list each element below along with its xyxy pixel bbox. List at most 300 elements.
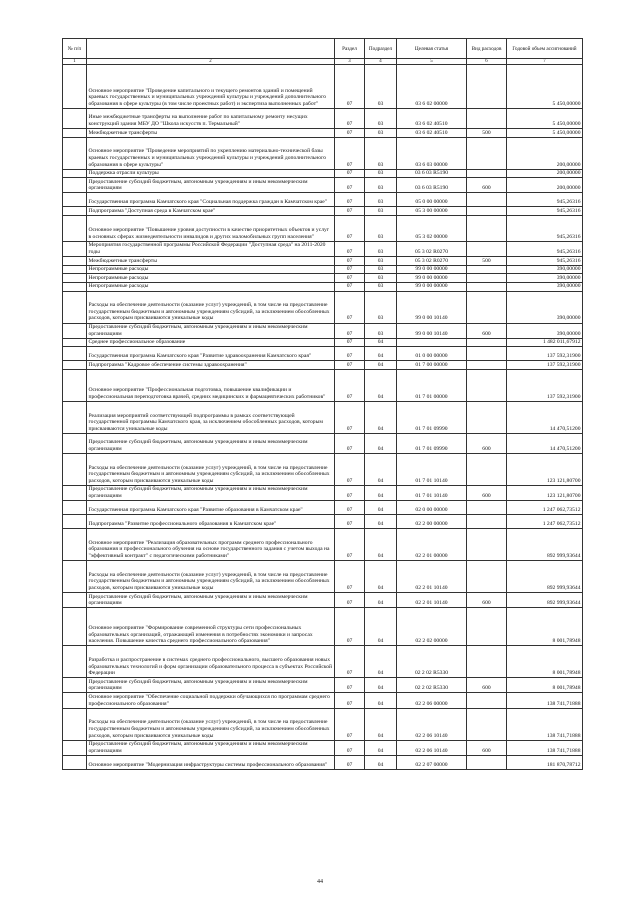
- cell-exptype: [467, 215, 507, 241]
- cell-exptype: [467, 361, 507, 370]
- cell-subsection: 03: [365, 291, 397, 323]
- table-row: [63, 433, 583, 453]
- column-number: 2: [87, 59, 335, 65]
- cell-num: [63, 740, 87, 755]
- cell-subsection: 04: [365, 361, 397, 370]
- cell-section: 07: [335, 65, 365, 109]
- cell-num: [63, 708, 87, 740]
- cell-section: 07: [335, 257, 365, 266]
- cell-name: Непрограммные расходы: [87, 265, 335, 274]
- table-row: [63, 347, 583, 361]
- cell-section: 07: [335, 561, 365, 593]
- cell-subsection: 04: [365, 529, 397, 561]
- cell-num: [63, 561, 87, 593]
- cell-target: 02 2 01 10140: [397, 593, 467, 608]
- cell-subsection: 04: [365, 453, 397, 485]
- cell-subsection: 03: [365, 109, 397, 129]
- cell-section: 07: [335, 193, 365, 207]
- cell-target: 02 2 02 R5330: [397, 678, 467, 693]
- table-row: [63, 65, 583, 109]
- cell-amount: 5 450,00000: [507, 129, 583, 138]
- cell-exptype: [467, 453, 507, 485]
- cell-num: [63, 485, 87, 500]
- cell-exptype: [467, 137, 507, 169]
- cell-exptype: 500: [467, 129, 507, 138]
- cell-exptype: [467, 207, 507, 216]
- cell-num: [63, 693, 87, 708]
- cell-name: Межбюджетные трансферты: [87, 129, 335, 138]
- cell-num: [63, 323, 87, 338]
- cell-name: Разработка и распространение в системах среднего профессионального, высшего образования новых образовательных технологий и форм организации образовательного процесса в субъектах Российской Федерации: [87, 646, 335, 678]
- cell-subsection: 04: [365, 593, 397, 608]
- table-row: [63, 207, 583, 216]
- header-section: Раздел: [335, 39, 365, 59]
- cell-name: Основное мероприятие "Проведение мероприятий по укреплению материально-технической базы краевых государственных и муниципальных учреждений культуры и учреждений дополнительного образования в сфере культуры": [87, 137, 335, 169]
- cell-section: 07: [335, 369, 365, 401]
- table-row: [63, 265, 583, 274]
- cell-target: 01 0 00 00000: [397, 347, 467, 361]
- cell-exptype: 600: [467, 323, 507, 338]
- table-row: [63, 485, 583, 500]
- cell-exptype: [467, 401, 507, 433]
- cell-section: 07: [335, 291, 365, 323]
- cell-exptype: [467, 369, 507, 401]
- cell-subsection: 03: [365, 65, 397, 109]
- cell-subsection: 03: [365, 178, 397, 193]
- cell-name: Межбюджетные трансферты: [87, 257, 335, 266]
- cell-num: [63, 593, 87, 608]
- cell-target: 02 2 07 00000: [397, 755, 467, 769]
- table-row: [63, 338, 583, 347]
- cell-section: 07: [335, 693, 365, 708]
- cell-num: [63, 109, 87, 129]
- cell-subsection: 04: [365, 369, 397, 401]
- cell-name: Расходы на обеспечение деятельности (оказание услуг) учреждений, в том числе на предоставление государственным бюджетным и автономным учреждениям субсидий, за исключением обособленных расходов, которым присваиваются уникальные коды: [87, 561, 335, 593]
- cell-num: [63, 274, 87, 283]
- cell-section: 07: [335, 338, 365, 347]
- cell-subsection: 03: [365, 193, 397, 207]
- cell-amount: 138 741,71888: [507, 740, 583, 755]
- cell-exptype: [467, 65, 507, 109]
- cell-subsection: 04: [365, 708, 397, 740]
- cell-section: 07: [335, 485, 365, 500]
- cell-target: 01 7 01 00000: [397, 369, 467, 401]
- cell-subsection: 04: [365, 347, 397, 361]
- cell-name: Мероприятия государственной программы Российской Федерации "Доступная среда" на 2011-2020 годы: [87, 241, 335, 256]
- cell-target: 05 3 02 R0270: [397, 241, 467, 256]
- cell-subsection: 04: [365, 693, 397, 708]
- cell-subsection: 04: [365, 561, 397, 593]
- cell-section: 07: [335, 207, 365, 216]
- column-number: 6: [467, 59, 507, 65]
- cell-num: [63, 361, 87, 370]
- header-subsection: Подраздел: [365, 39, 397, 59]
- column-number: 3: [335, 59, 365, 65]
- column-number: 5: [397, 59, 467, 65]
- cell-name: Расходы на обеспечение деятельности (оказание услуг) учреждений, в том числе на предоставление государственным бюджетным и автономным учреждениям субсидий, за исключением обособленных расходов, которым присваиваются уникальные коды: [87, 291, 335, 323]
- cell-section: 07: [335, 529, 365, 561]
- cell-section: 07: [335, 755, 365, 769]
- cell-target: 01 7 01 10140: [397, 485, 467, 500]
- cell-subsection: 03: [365, 129, 397, 138]
- cell-subsection: 04: [365, 755, 397, 769]
- cell-amount: 390,00000: [507, 282, 583, 291]
- cell-amount: 8 001,78948: [507, 646, 583, 678]
- cell-amount: 945,26316: [507, 207, 583, 216]
- cell-section: 07: [335, 241, 365, 256]
- cell-section: 07: [335, 646, 365, 678]
- cell-amount: 390,00000: [507, 291, 583, 323]
- cell-name: Предоставление субсидий бюджетным, автономным учреждениям и иным некоммерческим организациям: [87, 593, 335, 608]
- cell-section: 07: [335, 361, 365, 370]
- cell-exptype: [467, 646, 507, 678]
- cell-amount: 5 450,00000: [507, 109, 583, 129]
- column-number: 1: [63, 59, 87, 65]
- cell-amount: 1 482 011,67912: [507, 338, 583, 347]
- table-row: [63, 501, 583, 515]
- table-row: [63, 515, 583, 529]
- cell-subsection: 03: [365, 137, 397, 169]
- cell-section: 07: [335, 265, 365, 274]
- cell-section: 07: [335, 453, 365, 485]
- cell-amount: 892 999,93644: [507, 529, 583, 561]
- document-page: [62, 38, 582, 770]
- cell-subsection: 03: [365, 215, 397, 241]
- cell-name: Предоставление субсидий бюджетным, автономным учреждениям и иным некоммерческим организациям: [87, 485, 335, 500]
- cell-name: Иные межбюджетные трансферты на выполнение работ по капитальному ремонту несущих конструкций здания МБУ ДО "Школа искусств п. Термальный": [87, 109, 335, 129]
- table-row: [63, 257, 583, 266]
- header-num: № п/п: [63, 39, 87, 59]
- cell-num: [63, 401, 87, 433]
- cell-num: [63, 347, 87, 361]
- table-row: [63, 129, 583, 138]
- table-row: [63, 193, 583, 207]
- cell-num: [63, 129, 87, 138]
- cell-name: Государственная программа Камчатского края "Социальная поддержка граждан в Камчатском крае": [87, 193, 335, 207]
- cell-subsection: 04: [365, 740, 397, 755]
- table-row: [63, 708, 583, 740]
- cell-num: [63, 433, 87, 453]
- column-number: 7: [507, 59, 583, 65]
- cell-amount: 945,26316: [507, 215, 583, 241]
- cell-amount: 945,26316: [507, 257, 583, 266]
- cell-subsection: 03: [365, 265, 397, 274]
- cell-amount: 200,00000: [507, 169, 583, 178]
- cell-num: [63, 608, 87, 646]
- cell-amount: 945,26316: [507, 241, 583, 256]
- cell-target: 05 3 02 00000: [397, 215, 467, 241]
- table-row: [63, 755, 583, 769]
- cell-section: 07: [335, 169, 365, 178]
- table-row: [63, 593, 583, 608]
- cell-name: Основное мероприятие "Реализация образовательных программ среднего профессионального образования и профессионального обучения на основе государственного задания с учетом выхода на "эффективный контракт" с педагогическими работниками": [87, 529, 335, 561]
- cell-amount: 1 247 062,73512: [507, 515, 583, 529]
- cell-subsection: 04: [365, 646, 397, 678]
- cell-num: [63, 453, 87, 485]
- cell-name: Среднее профессиональное образование: [87, 338, 335, 347]
- table-row: [63, 740, 583, 755]
- cell-name: Расходы на обеспечение деятельности (оказание услуг) учреждений, в том числе на предоставление государственным бюджетным и автономным учреждениям субсидий, за исключением обособленных расходов, которым присваиваются уникальные коды: [87, 708, 335, 740]
- cell-name: Основное мероприятие "Модернизация инфраструктуры системы профессионального образования": [87, 755, 335, 769]
- cell-subsection: 04: [365, 515, 397, 529]
- cell-target: 02 0 00 00000: [397, 501, 467, 515]
- cell-target: 02 2 06 00000: [397, 693, 467, 708]
- cell-exptype: [467, 708, 507, 740]
- cell-num: [63, 282, 87, 291]
- cell-amount: 892 999,93644: [507, 593, 583, 608]
- cell-subsection: 03: [365, 323, 397, 338]
- table-row: [63, 215, 583, 241]
- cell-target: 05 3 02 R0270: [397, 257, 467, 266]
- cell-exptype: 600: [467, 593, 507, 608]
- cell-num: [63, 169, 87, 178]
- cell-subsection: 03: [365, 169, 397, 178]
- column-number: 4: [365, 59, 397, 65]
- table-row: [63, 608, 583, 646]
- cell-num: [63, 178, 87, 193]
- header-target: Целевая статья: [397, 39, 467, 59]
- table-row: [63, 361, 583, 370]
- cell-amount: 123 121,80700: [507, 453, 583, 485]
- cell-amount: 14 470,51200: [507, 401, 583, 433]
- cell-section: 07: [335, 433, 365, 453]
- cell-name: Основное мероприятие "Формирование современной структуры сети профессиональных образовательных организаций, отражающей изменения в потребностях экономики и запросах населения. Повышение качества среднего профессионального образования": [87, 608, 335, 646]
- cell-amount: 200,00000: [507, 178, 583, 193]
- cell-amount: 123 121,80700: [507, 485, 583, 500]
- cell-target: 99 0 00 00000: [397, 265, 467, 274]
- cell-section: 07: [335, 323, 365, 338]
- cell-name: Основное мероприятие "Повышение уровня доступности в качестве приоритетных объектов и услуг в основных сферах жизнедеятельности инвалидов и других маломобильных групп населения": [87, 215, 335, 241]
- cell-subsection: 03: [365, 207, 397, 216]
- cell-exptype: [467, 501, 507, 515]
- cell-name: Реализация мероприятий соответствующей подпрограммы в рамках соответствующей государственной программы Камчатского края, за исключением обособленных расходов, которым присваиваются уникальные коды: [87, 401, 335, 433]
- cell-name: Основное мероприятие "Профессиональная подготовка, повышение квалификации и профессиональная переподготовка врачей, средних медицинских и фармацевтических работников": [87, 369, 335, 401]
- cell-target: 99 0 00 00000: [397, 282, 467, 291]
- header-name: [87, 39, 335, 59]
- cell-exptype: 600: [467, 740, 507, 755]
- cell-target: 01 7 01 10140: [397, 453, 467, 485]
- table-row: [63, 678, 583, 693]
- cell-subsection: 04: [365, 501, 397, 515]
- cell-target: 02 2 01 00000: [397, 529, 467, 561]
- cell-target: 03 6 03 R5190: [397, 178, 467, 193]
- cell-amount: 138 741,71888: [507, 693, 583, 708]
- table-row: [63, 529, 583, 561]
- table-row: [63, 169, 583, 178]
- cell-num: [63, 215, 87, 241]
- table-row: [63, 291, 583, 323]
- table-row: [63, 241, 583, 256]
- cell-num: [63, 137, 87, 169]
- cell-amount: 5 450,00000: [507, 65, 583, 109]
- table-row: [63, 693, 583, 708]
- header-row: [63, 39, 583, 59]
- cell-amount: 200,00000: [507, 137, 583, 169]
- cell-num: [63, 65, 87, 109]
- cell-target: 05 3 00 00000: [397, 207, 467, 216]
- cell-name: Государственная программа Камчатского края "Развитие образования в Камчатском крае": [87, 501, 335, 515]
- table-row: [63, 137, 583, 169]
- cell-exptype: [467, 515, 507, 529]
- cell-section: 07: [335, 129, 365, 138]
- cell-amount: 390,00000: [507, 323, 583, 338]
- cell-name: Непрограммные расходы: [87, 282, 335, 291]
- cell-exptype: 600: [467, 178, 507, 193]
- cell-section: 07: [335, 608, 365, 646]
- cell-num: [63, 338, 87, 347]
- cell-amount: 181 870,78712: [507, 755, 583, 769]
- cell-exptype: [467, 282, 507, 291]
- cell-target: 01 7 01 09990: [397, 433, 467, 453]
- cell-section: 07: [335, 501, 365, 515]
- cell-exptype: 600: [467, 485, 507, 500]
- cell-amount: 892 999,93644: [507, 561, 583, 593]
- table-row: [63, 401, 583, 433]
- cell-name: Подпрограмма "Развитие профессионального образования в Камчатском крае": [87, 515, 335, 529]
- table-body: [63, 65, 583, 770]
- cell-subsection: 03: [365, 257, 397, 266]
- cell-section: 07: [335, 515, 365, 529]
- cell-name: Предоставление субсидий бюджетным, автономным учреждениям и иным некоммерческим организациям: [87, 678, 335, 693]
- cell-section: 07: [335, 678, 365, 693]
- cell-num: [63, 265, 87, 274]
- cell-name: Подпрограмма "Кадровое обеспечение системы здравоохранения": [87, 361, 335, 370]
- cell-num: [63, 291, 87, 323]
- cell-num: [63, 515, 87, 529]
- cell-name: Непрограммные расходы: [87, 274, 335, 283]
- cell-target: 03 6 03 00000: [397, 137, 467, 169]
- cell-num: [63, 755, 87, 769]
- cell-amount: 8 001,78948: [507, 678, 583, 693]
- cell-amount: 945,26316: [507, 193, 583, 207]
- cell-amount: 137 592,31900: [507, 369, 583, 401]
- cell-target: 99 0 00 10140: [397, 323, 467, 338]
- cell-target: 05 0 00 00000: [397, 193, 467, 207]
- cell-subsection: 04: [365, 338, 397, 347]
- cell-target: 02 2 06 10140: [397, 708, 467, 740]
- cell-subsection: 03: [365, 241, 397, 256]
- table-row: [63, 178, 583, 193]
- cell-exptype: [467, 274, 507, 283]
- cell-exptype: [467, 693, 507, 708]
- table-row: [63, 369, 583, 401]
- cell-section: 07: [335, 274, 365, 283]
- cell-subsection: 04: [365, 485, 397, 500]
- cell-subsection: 04: [365, 608, 397, 646]
- cell-section: 07: [335, 215, 365, 241]
- cell-exptype: 500: [467, 257, 507, 266]
- table-row: [63, 109, 583, 129]
- cell-exptype: [467, 338, 507, 347]
- table-row: [63, 646, 583, 678]
- cell-section: 07: [335, 178, 365, 193]
- cell-exptype: 600: [467, 678, 507, 693]
- cell-name: Предоставление субсидий бюджетным, автономным учреждениям и иным некоммерческим организациям: [87, 178, 335, 193]
- cell-name: Предоставление субсидий бюджетным, автономным учреждениям и иным некоммерческим организациям: [87, 433, 335, 453]
- cell-num: [63, 369, 87, 401]
- cell-target: 02 2 01 10140: [397, 561, 467, 593]
- cell-target: 01 7 00 00000: [397, 361, 467, 370]
- cell-name: Предоставление субсидий бюджетным, автономным учреждениям и иным некоммерческим организациям: [87, 323, 335, 338]
- cell-name: Поддержка отрасли культуры: [87, 169, 335, 178]
- cell-section: 07: [335, 347, 365, 361]
- cell-name: Предоставление субсидий бюджетным, автономным учреждениям и иным некоммерческим организациям: [87, 740, 335, 755]
- cell-target: 03 6 02 40510: [397, 109, 467, 129]
- cell-num: [63, 193, 87, 207]
- cell-num: [63, 646, 87, 678]
- table-row: [63, 282, 583, 291]
- cell-amount: 390,00000: [507, 274, 583, 283]
- cell-section: 07: [335, 109, 365, 129]
- cell-name: Расходы на обеспечение деятельности (оказание услуг) учреждений, в том числе на предоставление государственным бюджетным и автономным учреждениям субсидий, за исключением обособленных расходов, которым присваиваются уникальные коды: [87, 453, 335, 485]
- cell-section: 07: [335, 708, 365, 740]
- page-number: 44: [317, 879, 323, 885]
- cell-num: [63, 257, 87, 266]
- cell-num: [63, 678, 87, 693]
- header-exptype: Вид расходов: [467, 39, 507, 59]
- cell-exptype: [467, 265, 507, 274]
- cell-exptype: [467, 241, 507, 256]
- cell-target: 03 6 03 R5190: [397, 169, 467, 178]
- budget-table: [62, 38, 583, 770]
- cell-amount: 390,00000: [507, 265, 583, 274]
- cell-amount: 137 592,31900: [507, 361, 583, 370]
- cell-target: 99 0 00 10140: [397, 291, 467, 323]
- cell-section: 07: [335, 401, 365, 433]
- cell-num: [63, 207, 87, 216]
- cell-exptype: [467, 169, 507, 178]
- cell-exptype: [467, 561, 507, 593]
- cell-target: 02 2 06 10140: [397, 740, 467, 755]
- cell-amount: 137 592,31900: [507, 347, 583, 361]
- cell-exptype: [467, 608, 507, 646]
- cell-subsection: 03: [365, 274, 397, 283]
- cell-section: 07: [335, 282, 365, 291]
- cell-target: 03 6 02 40510: [397, 129, 467, 138]
- cell-amount: 8 001,78948: [507, 608, 583, 646]
- cell-exptype: [467, 291, 507, 323]
- cell-amount: 1 247 062,73512: [507, 501, 583, 515]
- header-amount: Годовой объем ассигнований: [507, 39, 583, 59]
- cell-exptype: [467, 109, 507, 129]
- table-row: [63, 323, 583, 338]
- cell-name: Основное мероприятие "Проведение капитального и текущего ремонтов зданий и помещений краевых государственных и муниципальных учреждений культуры и учреждений дополнительного образования в сфере культуры (в том числе проектных работ) и экспертиза выполненных работ": [87, 65, 335, 109]
- cell-name: Государственная программа Камчатского края "Развитие здравоохранения Камчатского края": [87, 347, 335, 361]
- cell-num: [63, 241, 87, 256]
- cell-amount: 14 470,51200: [507, 433, 583, 453]
- cell-subsection: 04: [365, 433, 397, 453]
- table-row: [63, 561, 583, 593]
- cell-exptype: [467, 193, 507, 207]
- cell-exptype: [467, 529, 507, 561]
- cell-subsection: 04: [365, 678, 397, 693]
- cell-target: 99 0 00 00000: [397, 274, 467, 283]
- cell-num: [63, 501, 87, 515]
- cell-target: 03 6 02 00000: [397, 65, 467, 109]
- cell-name: Подпрограмма "Доступная среда в Камчатском крае": [87, 207, 335, 216]
- cell-section: 07: [335, 137, 365, 169]
- cell-target: 02 2 02 R5330: [397, 646, 467, 678]
- cell-subsection: 04: [365, 401, 397, 433]
- cell-target: 01 7 01 09990: [397, 401, 467, 433]
- cell-exptype: [467, 347, 507, 361]
- cell-target: 02 2 00 00000: [397, 515, 467, 529]
- table-row: [63, 453, 583, 485]
- cell-exptype: [467, 755, 507, 769]
- cell-section: 07: [335, 740, 365, 755]
- cell-section: 07: [335, 593, 365, 608]
- cell-exptype: 600: [467, 433, 507, 453]
